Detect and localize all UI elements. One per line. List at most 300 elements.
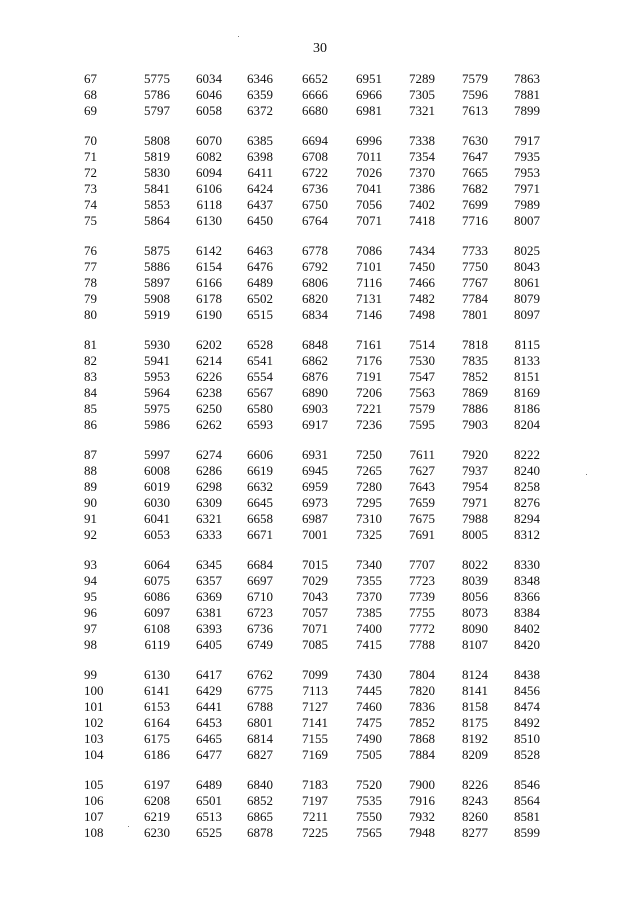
value-cell: 7071 (302, 621, 328, 636)
value-cell: 6996 (356, 133, 382, 148)
value-cell: 6286 (196, 463, 222, 478)
row-index-cell: 78 (84, 275, 97, 290)
value-cell: 6792 (302, 259, 328, 274)
table-row (84, 605, 554, 621)
value-cell: 7041 (356, 181, 382, 196)
value-cell: 7310 (356, 511, 382, 526)
value-cell: 7675 (409, 511, 435, 526)
row-index-cell: 105 (84, 777, 104, 792)
value-cell: 8209 (462, 747, 488, 762)
value-cell: 6154 (196, 259, 222, 274)
value-cell: 7099 (302, 667, 328, 682)
value-cell: 6878 (247, 825, 273, 840)
value-cell: 7691 (409, 527, 435, 542)
value-cell: 6450 (247, 213, 273, 228)
value-cell: 6142 (196, 243, 222, 258)
value-cell: 7520 (356, 777, 382, 792)
table-row (84, 87, 554, 103)
scan-speck (238, 36, 239, 37)
value-cell: 5853 (144, 197, 170, 212)
value-cell: 6489 (247, 275, 273, 290)
value-cell: 8056 (462, 589, 488, 604)
value-cell: 6008 (144, 463, 170, 478)
value-cell: 6393 (196, 621, 222, 636)
value-cell: 6359 (247, 87, 273, 102)
value-cell: 7071 (356, 213, 382, 228)
value-cell: 5897 (144, 275, 170, 290)
value-cell: 8115 (514, 337, 540, 352)
value-cell: 8079 (514, 291, 540, 306)
value-cell: 7116 (356, 275, 382, 290)
value-cell: 6097 (144, 605, 170, 620)
value-cell: 5830 (144, 165, 170, 180)
value-cell: 7482 (409, 291, 435, 306)
table-row (84, 385, 554, 401)
value-cell: 7206 (356, 385, 382, 400)
value-cell: 8222 (514, 447, 540, 462)
value-cell: 7988 (462, 511, 488, 526)
value-cell: 6951 (356, 71, 382, 86)
row-group (84, 71, 554, 119)
value-cell: 7835 (462, 353, 488, 368)
row-index-cell: 75 (84, 213, 97, 228)
value-cell: 7338 (409, 133, 435, 148)
value-cell: 8384 (514, 605, 540, 620)
value-cell: 8366 (514, 589, 540, 604)
row-index-cell: 72 (84, 165, 97, 180)
value-cell: 8277 (462, 825, 488, 840)
row-index-cell: 71 (84, 149, 97, 164)
value-cell: 7305 (409, 87, 435, 102)
table-row (84, 747, 554, 763)
row-index-cell: 90 (84, 495, 97, 510)
value-cell: 8169 (514, 385, 540, 400)
value-cell: 7750 (462, 259, 488, 274)
row-index-cell: 77 (84, 259, 97, 274)
value-cell: 6164 (144, 715, 170, 730)
value-cell: 8073 (462, 605, 488, 620)
table-row (84, 337, 554, 353)
table-row (84, 103, 554, 119)
value-cell: 7043 (302, 589, 328, 604)
value-cell: 6801 (247, 715, 273, 730)
table-row (84, 479, 554, 495)
value-cell: 7415 (356, 637, 382, 652)
value-cell: 6708 (302, 149, 328, 164)
value-cell: 7563 (409, 385, 435, 400)
value-cell: 7723 (409, 573, 435, 588)
value-cell: 7236 (356, 417, 382, 432)
value-cell: 6945 (302, 463, 328, 478)
row-index-cell: 68 (84, 87, 97, 102)
value-cell: 7900 (409, 777, 435, 792)
value-cell: 8090 (462, 621, 488, 636)
value-cell: 6274 (196, 447, 222, 462)
value-cell: 6214 (196, 353, 222, 368)
table-row (84, 683, 554, 699)
value-cell: 6230 (144, 825, 170, 840)
value-cell: 7535 (356, 793, 382, 808)
value-cell: 8043 (514, 259, 540, 274)
table-row (84, 463, 554, 479)
row-group (84, 243, 554, 323)
value-cell: 5941 (144, 353, 170, 368)
value-cell: 6070 (196, 133, 222, 148)
value-cell: 6441 (196, 699, 222, 714)
value-cell: 8402 (514, 621, 540, 636)
value-cell: 7289 (409, 71, 435, 86)
value-cell: 7903 (462, 417, 488, 432)
value-cell: 6053 (144, 527, 170, 542)
value-cell: 5875 (144, 243, 170, 258)
value-cell: 8312 (514, 527, 540, 542)
table-row (84, 495, 554, 511)
value-cell: 6064 (144, 557, 170, 572)
value-cell: 6166 (196, 275, 222, 290)
table-row (84, 275, 554, 291)
value-cell: 6153 (144, 699, 170, 714)
value-cell: 6513 (196, 809, 222, 824)
value-cell: 8510 (514, 731, 540, 746)
value-cell: 5886 (144, 259, 170, 274)
value-cell: 7707 (409, 557, 435, 572)
value-cell: 8276 (514, 495, 540, 510)
value-cell: 8581 (514, 809, 540, 824)
value-cell: 6876 (302, 369, 328, 384)
value-cell: 6658 (247, 511, 273, 526)
row-group (84, 133, 554, 229)
value-cell: 6119 (144, 637, 170, 652)
value-cell: 7141 (302, 715, 328, 730)
value-cell: 7131 (356, 291, 382, 306)
value-cell: 8546 (514, 777, 540, 792)
value-cell: 6722 (302, 165, 328, 180)
value-cell: 5808 (144, 133, 170, 148)
value-cell: 6463 (247, 243, 273, 258)
value-cell: 8175 (462, 715, 488, 730)
table-row (84, 621, 554, 637)
value-cell: 7530 (409, 353, 435, 368)
scan-speck (128, 826, 129, 827)
value-cell: 6437 (247, 197, 273, 212)
table-row (84, 557, 554, 573)
value-cell: 6034 (196, 71, 222, 86)
value-cell: 7767 (462, 275, 488, 290)
row-index-cell: 88 (84, 463, 97, 478)
value-cell: 7146 (356, 307, 382, 322)
value-cell: 5819 (144, 149, 170, 164)
value-cell: 8158 (462, 699, 488, 714)
value-cell: 7386 (409, 181, 435, 196)
value-cell: 7265 (356, 463, 382, 478)
value-cell: 6075 (144, 573, 170, 588)
value-cell: 8061 (514, 275, 540, 290)
value-cell: 7183 (302, 777, 328, 792)
value-cell: 6041 (144, 511, 170, 526)
value-cell: 8438 (514, 667, 540, 682)
value-cell: 6106 (196, 181, 222, 196)
value-cell: 7221 (356, 401, 382, 416)
table-row (84, 213, 554, 229)
value-cell: 7868 (409, 731, 435, 746)
value-cell: 7665 (462, 165, 488, 180)
value-cell: 8294 (514, 511, 540, 526)
value-cell: 5797 (144, 103, 170, 118)
value-cell: 6749 (247, 637, 273, 652)
value-cell: 8240 (514, 463, 540, 478)
value-cell: 6778 (302, 243, 328, 258)
row-index-cell: 99 (84, 667, 97, 682)
value-cell: 7086 (356, 243, 382, 258)
value-cell: 6710 (247, 589, 273, 604)
row-index-cell: 87 (84, 447, 97, 462)
row-index-cell: 80 (84, 307, 97, 322)
value-cell: 7647 (462, 149, 488, 164)
value-cell: 7836 (409, 699, 435, 714)
value-cell: 7550 (356, 809, 382, 824)
value-cell: 6369 (196, 589, 222, 604)
value-cell: 8243 (462, 793, 488, 808)
value-cell: 7852 (462, 369, 488, 384)
table-row (84, 777, 554, 793)
value-cell: 7772 (409, 621, 435, 636)
value-cell: 6411 (247, 165, 273, 180)
value-cell: 7430 (356, 667, 382, 682)
value-cell: 6346 (247, 71, 273, 86)
value-cell: 7565 (356, 825, 382, 840)
value-cell: 6476 (247, 259, 273, 274)
value-cell: 6094 (196, 165, 222, 180)
table-row (84, 401, 554, 417)
value-cell: 7191 (356, 369, 382, 384)
row-index-cell: 82 (84, 353, 97, 368)
value-cell: 7932 (409, 809, 435, 824)
value-cell: 6417 (196, 667, 222, 682)
value-cell: 6775 (247, 683, 273, 698)
table-row (84, 637, 554, 653)
value-cell: 5919 (144, 307, 170, 322)
value-cell: 6567 (247, 385, 273, 400)
value-cell: 7643 (409, 479, 435, 494)
value-cell: 6030 (144, 495, 170, 510)
value-cell: 7113 (302, 683, 328, 698)
value-cell: 8005 (462, 527, 488, 542)
value-cell: 6966 (356, 87, 382, 102)
value-cell: 6736 (247, 621, 273, 636)
value-cell: 6058 (196, 103, 222, 118)
value-cell: 7101 (356, 259, 382, 274)
value-cell: 6736 (302, 181, 328, 196)
value-cell: 7354 (409, 149, 435, 164)
value-cell: 6175 (144, 731, 170, 746)
value-cell: 6931 (302, 447, 328, 462)
value-cell: 6178 (196, 291, 222, 306)
value-cell: 7280 (356, 479, 382, 494)
table-row (84, 417, 554, 433)
value-cell: 7818 (462, 337, 488, 352)
value-cell: 6502 (247, 291, 273, 306)
value-cell: 6345 (196, 557, 222, 572)
value-cell: 8124 (462, 667, 488, 682)
value-cell: 6865 (247, 809, 273, 824)
value-cell: 7820 (409, 683, 435, 698)
row-index-cell: 83 (84, 369, 97, 384)
table-row (84, 291, 554, 307)
value-cell: 7884 (409, 747, 435, 762)
value-cell: 7418 (409, 213, 435, 228)
value-cell: 7630 (462, 133, 488, 148)
table-row (84, 181, 554, 197)
row-group (84, 777, 554, 841)
value-cell: 6130 (144, 667, 170, 682)
value-cell: 6671 (247, 527, 273, 542)
value-cell: 7869 (462, 385, 488, 400)
value-cell: 7627 (409, 463, 435, 478)
value-cell: 7935 (514, 149, 540, 164)
value-cell: 7948 (409, 825, 435, 840)
value-cell: 7971 (514, 181, 540, 196)
row-index-cell: 67 (84, 71, 97, 86)
value-cell: 6987 (302, 511, 328, 526)
value-cell: 6694 (302, 133, 328, 148)
value-cell: 7029 (302, 573, 328, 588)
value-cell: 7026 (356, 165, 382, 180)
value-cell: 7211 (302, 809, 328, 824)
value-cell: 8348 (514, 573, 540, 588)
value-cell: 7801 (462, 307, 488, 322)
value-cell: 7370 (356, 589, 382, 604)
value-cell: 8330 (514, 557, 540, 572)
value-cell: 6082 (196, 149, 222, 164)
value-cell: 7498 (409, 307, 435, 322)
value-cell: 7547 (409, 369, 435, 384)
value-cell: 7699 (462, 197, 488, 212)
row-index-cell: 84 (84, 385, 97, 400)
table-row (84, 243, 554, 259)
value-cell: 7057 (302, 605, 328, 620)
value-cell: 6489 (196, 777, 222, 792)
value-cell: 6309 (196, 495, 222, 510)
table-row (84, 589, 554, 605)
row-index-cell: 92 (84, 527, 97, 542)
value-cell: 6357 (196, 573, 222, 588)
value-cell: 6762 (247, 667, 273, 682)
value-cell: 8151 (514, 369, 540, 384)
table-row (84, 447, 554, 463)
value-cell: 6840 (247, 777, 273, 792)
value-cell: 7460 (356, 699, 382, 714)
value-cell: 5975 (144, 401, 170, 416)
value-cell: 6973 (302, 495, 328, 510)
value-cell: 7085 (302, 637, 328, 652)
value-cell: 7804 (409, 667, 435, 682)
table-row (84, 307, 554, 323)
row-group (84, 337, 554, 433)
table-row (84, 731, 554, 747)
table-row (84, 353, 554, 369)
value-cell: 6959 (302, 479, 328, 494)
value-cell: 6219 (144, 809, 170, 824)
value-cell: 6827 (247, 747, 273, 762)
table-row (84, 165, 554, 181)
value-cell: 6820 (302, 291, 328, 306)
value-cell: 7225 (302, 825, 328, 840)
value-cell: 7176 (356, 353, 382, 368)
value-cell: 6372 (247, 103, 273, 118)
value-cell: 8492 (514, 715, 540, 730)
row-index-cell: 98 (84, 637, 97, 652)
value-cell: 8025 (514, 243, 540, 258)
value-cell: 5953 (144, 369, 170, 384)
value-cell: 7355 (356, 573, 382, 588)
value-cell: 8564 (514, 793, 540, 808)
value-cell: 6848 (302, 337, 328, 352)
value-cell: 8007 (514, 213, 540, 228)
value-cell: 5986 (144, 417, 170, 432)
value-cell: 6814 (247, 731, 273, 746)
value-cell: 6515 (247, 307, 273, 322)
table-row (84, 667, 554, 683)
value-cell: 6381 (196, 605, 222, 620)
value-cell: 7953 (514, 165, 540, 180)
value-cell: 6501 (196, 793, 222, 808)
value-cell: 7852 (409, 715, 435, 730)
value-cell: 7954 (462, 479, 488, 494)
value-cell: 7920 (462, 447, 488, 462)
value-cell: 6250 (196, 401, 222, 416)
value-cell: 6645 (247, 495, 273, 510)
value-cell: 6834 (302, 307, 328, 322)
value-cell: 6723 (247, 605, 273, 620)
value-cell: 7402 (409, 197, 435, 212)
value-cell: 7733 (462, 243, 488, 258)
value-cell: 8599 (514, 825, 540, 840)
value-cell: 7370 (409, 165, 435, 180)
row-index-cell: 93 (84, 557, 97, 572)
table-row (84, 715, 554, 731)
value-cell: 7400 (356, 621, 382, 636)
row-group (84, 667, 554, 763)
value-cell: 6764 (302, 213, 328, 228)
value-cell: 7466 (409, 275, 435, 290)
value-cell: 7505 (356, 747, 382, 762)
table-row (84, 71, 554, 87)
value-cell: 6118 (196, 197, 222, 212)
value-cell: 7917 (514, 133, 540, 148)
table-row (84, 825, 554, 841)
value-cell: 7937 (462, 463, 488, 478)
value-cell: 6398 (247, 149, 273, 164)
value-cell: 8260 (462, 809, 488, 824)
value-cell: 6262 (196, 417, 222, 432)
row-index-cell: 107 (84, 809, 104, 824)
value-cell: 7596 (462, 87, 488, 102)
value-cell: 6424 (247, 181, 273, 196)
value-cell: 8133 (514, 353, 540, 368)
row-group (84, 447, 554, 543)
value-cell: 7250 (356, 447, 382, 462)
value-cell: 7579 (409, 401, 435, 416)
value-cell: 6981 (356, 103, 382, 118)
row-index-cell: 94 (84, 573, 97, 588)
table-row (84, 369, 554, 385)
value-cell: 6208 (144, 793, 170, 808)
row-index-cell: 104 (84, 747, 104, 762)
table-row (84, 573, 554, 589)
value-cell: 8528 (514, 747, 540, 762)
value-cell: 6554 (247, 369, 273, 384)
value-cell: 7755 (409, 605, 435, 620)
